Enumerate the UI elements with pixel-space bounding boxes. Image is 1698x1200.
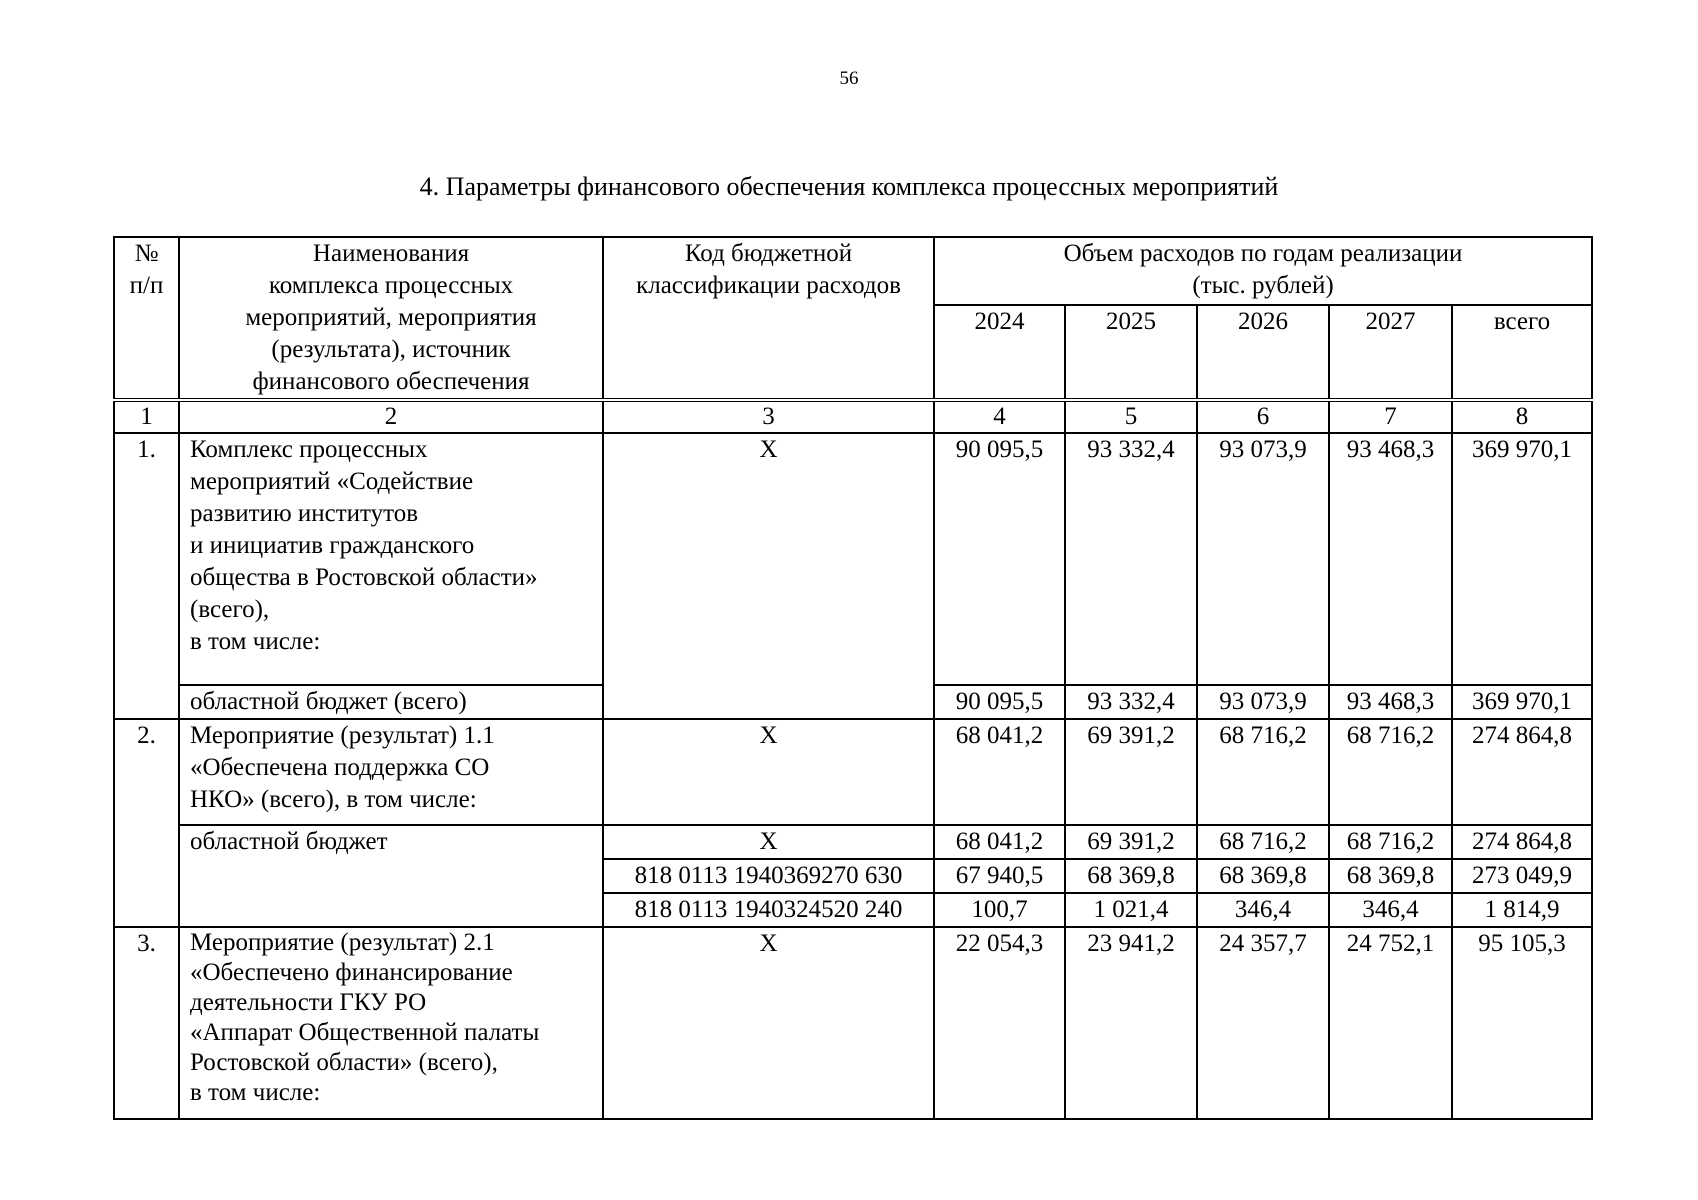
header-year-2024: 2024 — [934, 305, 1065, 400]
value-cell: 68 716,2 — [1329, 825, 1452, 859]
value-cell: 93 073,9 — [1197, 685, 1329, 719]
page-number: 56 — [839, 68, 859, 89]
subrow-code: 818 0113 1940324520 240 — [603, 893, 934, 927]
value-cell: 68 716,2 — [1197, 825, 1329, 859]
value-cell: 95 105,3 — [1452, 927, 1592, 1119]
column-number: 2 — [179, 400, 603, 433]
subrow-name: областной бюджет — [179, 825, 603, 927]
value-cell: 369 970,1 — [1452, 685, 1592, 719]
value-cell: 24 357,7 — [1197, 927, 1329, 1119]
value-cell: 24 752,1 — [1329, 927, 1452, 1119]
column-number-row — [114, 400, 1592, 433]
column-number: 6 — [1197, 400, 1329, 433]
value-cell: 68 369,8 — [1065, 859, 1197, 893]
header-name: Наименования комплекса процессных мероприятий, мероприятия (результата), источник финансового обеспечения — [179, 237, 603, 400]
row-code: X — [603, 719, 934, 825]
table-row — [114, 433, 1592, 685]
value-cell: 1 814,9 — [1452, 893, 1592, 927]
subrow-code: 818 0113 1940369270 630 — [603, 859, 934, 893]
value-cell: 274 864,8 — [1452, 719, 1592, 825]
value-cell: 90 095,5 — [934, 433, 1065, 685]
section-heading: 4. Параметры финансового обеспечения комплекса процессных мероприятий — [419, 172, 1279, 201]
row-code: X — [603, 433, 934, 719]
value-cell: 100,7 — [934, 893, 1065, 927]
row-number: 1. — [114, 433, 179, 719]
header-volume: Объем расходов по годам реализации (тыс. рублей) — [934, 237, 1592, 305]
header-num: № п/п — [114, 237, 179, 400]
column-number: 3 — [603, 400, 934, 433]
header-code: Код бюджетной классификации расходов — [603, 237, 934, 400]
value-cell: 67 940,5 — [934, 859, 1065, 893]
value-cell: 68 041,2 — [934, 719, 1065, 825]
value-cell: 23 941,2 — [1065, 927, 1197, 1119]
row-name: Мероприятие (результат) 2.1 «Обеспечено финансирование деятельности ГКУ РО «Аппарат Общественной палаты Ростовской области» (всего), в том числе: — [179, 927, 603, 1119]
table-row — [114, 719, 1592, 825]
column-number: 1 — [114, 400, 179, 433]
header-total: всего — [1452, 305, 1592, 400]
value-cell: 346,4 — [1197, 893, 1329, 927]
header-year-2026: 2026 — [1197, 305, 1329, 400]
row-name: Мероприятие (результат) 1.1 «Обеспечена поддержка СО НКО» (всего), в том числе: — [179, 719, 603, 825]
header-year-2027: 2027 — [1329, 305, 1452, 400]
value-cell: 274 864,8 — [1452, 825, 1592, 859]
value-cell: 22 054,3 — [934, 927, 1065, 1119]
value-cell: 69 391,2 — [1065, 825, 1197, 859]
value-cell: 93 332,4 — [1065, 433, 1197, 685]
row-number: 2. — [114, 719, 179, 927]
header-row-1 — [114, 237, 1592, 305]
value-cell: 68 369,8 — [1197, 859, 1329, 893]
column-number: 7 — [1329, 400, 1452, 433]
value-cell: 1 021,4 — [1065, 893, 1197, 927]
row-name: Комплекс процессных мероприятий «Содействие развитию институтов и инициатив гражданского общества в Ростовской области» (всего), в том числе: — [179, 433, 603, 685]
value-cell: 69 391,2 — [1065, 719, 1197, 825]
value-cell: 68 041,2 — [934, 825, 1065, 859]
value-cell: 369 970,1 — [1452, 433, 1592, 685]
value-cell: 93 073,9 — [1197, 433, 1329, 685]
header-year-2025: 2025 — [1065, 305, 1197, 400]
value-cell: 68 369,8 — [1329, 859, 1452, 893]
value-cell: 273 049,9 — [1452, 859, 1592, 893]
column-number: 8 — [1452, 400, 1592, 433]
subrow-name: областной бюджет (всего) — [179, 685, 603, 719]
row-code: X — [603, 927, 934, 1119]
value-cell: 93 468,3 — [1329, 685, 1452, 719]
table-row — [114, 927, 1592, 1119]
row-number: 3. — [114, 927, 179, 1119]
value-cell: 93 332,4 — [1065, 685, 1197, 719]
financing-table — [113, 236, 1593, 1120]
value-cell: 68 716,2 — [1329, 719, 1452, 825]
value-cell: 90 095,5 — [934, 685, 1065, 719]
value-cell: 68 716,2 — [1197, 719, 1329, 825]
table-subrow — [114, 825, 1592, 859]
subrow-code: X — [603, 825, 934, 859]
column-number: 5 — [1065, 400, 1197, 433]
value-cell: 93 468,3 — [1329, 433, 1452, 685]
column-number: 4 — [934, 400, 1065, 433]
value-cell: 346,4 — [1329, 893, 1452, 927]
